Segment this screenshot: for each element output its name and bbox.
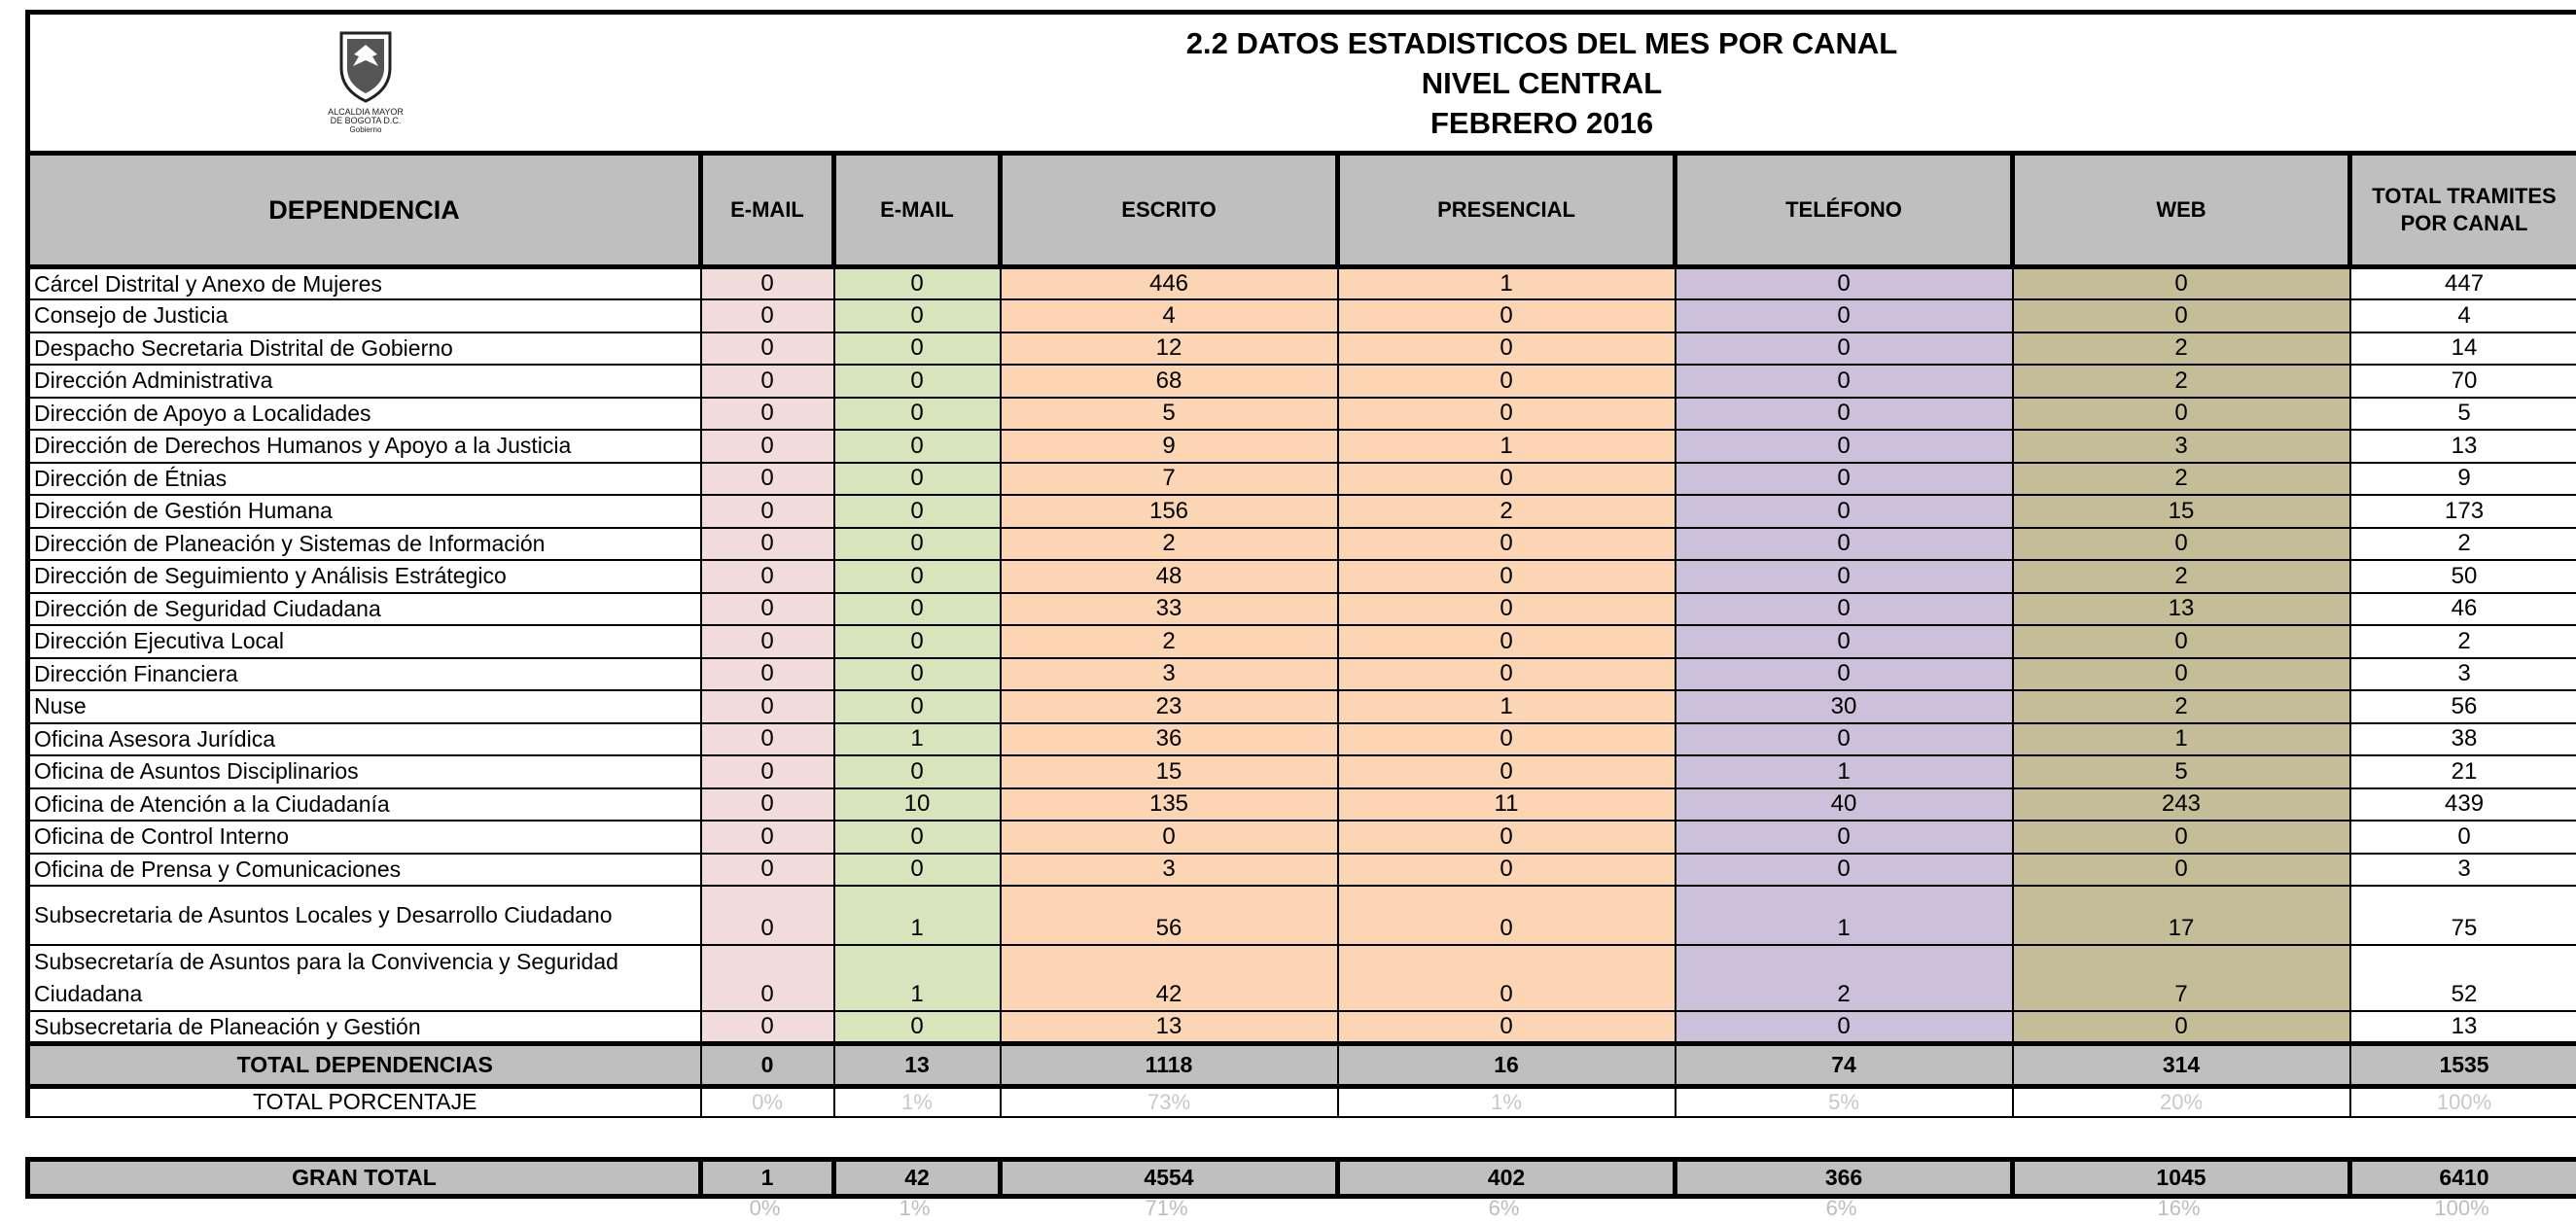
table-row [28, 690, 2576, 723]
cell-web: 0 [2013, 1011, 2350, 1044]
cell-telefono: 0 [1676, 1011, 2013, 1044]
gran-total-presencial: 402 [1338, 1160, 1676, 1197]
cell-email-2: 0 [834, 365, 1001, 398]
cell-telefono: 1 [1676, 755, 2013, 788]
title-cell [701, 13, 2576, 154]
cell-email-2: 0 [834, 528, 1001, 561]
cell-email-2: 0 [834, 854, 1001, 887]
cell-telefono: 0 [1676, 332, 2013, 366]
title-row [28, 13, 2576, 154]
cell-web: 5 [2013, 755, 2350, 788]
cell-web: 3 [2013, 430, 2350, 463]
cell-telefono: 0 [1676, 528, 2013, 561]
cell-escrito: 7 [1001, 463, 1338, 496]
cell-presencial: 0 [1338, 886, 1676, 945]
gran-total-percentage-table [25, 1194, 2576, 1223]
cell-email-1: 0 [701, 625, 834, 658]
cell-telefono: 0 [1676, 723, 2013, 756]
table-row [28, 755, 2576, 788]
col-header-web: WEB [2013, 154, 2350, 267]
cell-email-2: 0 [834, 755, 1001, 788]
cell-telefono: 0 [1676, 299, 2013, 332]
cell-email-2: 0 [834, 1011, 1001, 1044]
cell-email-2: 0 [834, 690, 1001, 723]
table-row [28, 593, 2576, 626]
cell-email-2: 1 [834, 945, 1001, 1011]
cell-telefono: 0 [1676, 593, 2013, 626]
total-dependencias-row [28, 1044, 2576, 1087]
table-row [28, 658, 2576, 691]
cell-web: 1 [2013, 723, 2350, 756]
cell-presencial: 0 [1338, 625, 1676, 658]
cell-escrito: 3 [1001, 658, 1338, 691]
gran-total-row [28, 1160, 2576, 1197]
total-porcentaje-row [28, 1087, 2576, 1117]
col-header-total: TOTAL TRAMITES POR CANAL [2350, 154, 2576, 267]
gran-percentage-email-2: 1% [899, 1196, 931, 1220]
cell-dependencia: Nuse [28, 690, 701, 723]
gran-total-label: GRAN TOTAL [28, 1160, 701, 1197]
cell-presencial: 0 [1338, 755, 1676, 788]
gran-percentage-blank [25, 1194, 698, 1223]
table-row [28, 365, 2576, 398]
cell-web: 2 [2013, 463, 2350, 496]
cell-presencial: 0 [1338, 593, 1676, 626]
cell-dependencia: Dirección de Gestión Humana [28, 495, 701, 528]
cell-escrito: 33 [1001, 593, 1338, 626]
table-row [28, 821, 2576, 854]
cell-presencial: 0 [1338, 299, 1676, 332]
col-header-email-1: E-MAIL [701, 154, 834, 267]
percentage-escrito: 73% [1001, 1087, 1338, 1117]
cell-escrito: 3 [1001, 854, 1338, 887]
cell-escrito: 56 [1001, 886, 1338, 945]
cell-email-2: 0 [834, 593, 1001, 626]
cell-email-2: 0 [834, 463, 1001, 496]
cell-email-1: 0 [701, 560, 834, 593]
percentage-total: 100% [2350, 1087, 2576, 1117]
table-row [28, 332, 2576, 366]
cell-escrito: 9 [1001, 430, 1338, 463]
cell-telefono: 0 [1676, 267, 2013, 300]
svg-text:ALCALDIA MAYOR: ALCALDIA MAYOR [327, 106, 404, 117]
cell-email-1: 0 [701, 886, 834, 945]
cell-total: 75 [2350, 886, 2576, 945]
cell-email-2: 1 [834, 723, 1001, 756]
cell-presencial: 0 [1338, 528, 1676, 561]
percentage-email-2: 1% [834, 1087, 1001, 1117]
cell-total: 3 [2350, 658, 2576, 691]
total-presencial: 16 [1338, 1044, 1676, 1087]
gran-total-web: 1045 [2013, 1160, 2350, 1197]
cell-web: 0 [2013, 528, 2350, 561]
cell-presencial: 0 [1338, 945, 1676, 1011]
table-row [28, 430, 2576, 463]
cell-web: 2 [2013, 560, 2350, 593]
cell-web: 17 [2013, 886, 2350, 945]
table-row [28, 1011, 2576, 1044]
total-label: TOTAL DEPENDENCIAS [28, 1044, 701, 1087]
cell-web: 2 [2013, 365, 2350, 398]
gran-total-telefono: 366 [1676, 1160, 2013, 1197]
cell-email-1: 0 [701, 854, 834, 887]
gran-percentage-presencial: 6% [1488, 1196, 1520, 1220]
cell-web: 243 [2013, 788, 2350, 822]
table-row [28, 495, 2576, 528]
cell-email-2: 0 [834, 299, 1001, 332]
cell-telefono: 0 [1676, 658, 2013, 691]
cell-presencial: 0 [1338, 1011, 1676, 1044]
svg-text:DE BOGOTA D.C.: DE BOGOTA D.C. [330, 115, 402, 125]
cell-dependencia: Dirección de Planeación y Sistemas de Información [28, 528, 701, 561]
cell-presencial: 0 [1338, 398, 1676, 431]
cell-dependencia: Dirección Financiera [28, 658, 701, 691]
cell-total: 13 [2350, 1011, 2576, 1044]
total-telefono: 74 [1676, 1044, 2013, 1087]
cell-total: 9 [2350, 463, 2576, 496]
cell-total: 2 [2350, 625, 2576, 658]
cell-total: 2 [2350, 528, 2576, 561]
total-escrito: 1118 [1001, 1044, 1338, 1087]
col-header-dependencia: DEPENDENCIA [28, 154, 701, 267]
cell-email-1: 0 [701, 723, 834, 756]
gran-total-table [25, 1157, 2576, 1199]
logo-cell [28, 13, 701, 154]
cell-telefono: 0 [1676, 560, 2013, 593]
cell-telefono: 1 [1676, 886, 2013, 945]
cell-escrito: 5 [1001, 398, 1338, 431]
cell-presencial: 0 [1338, 854, 1676, 887]
cell-total: 52 [2350, 945, 2576, 1011]
cell-email-1: 0 [701, 945, 834, 1011]
cell-email-2: 10 [834, 788, 1001, 822]
cell-total: 173 [2350, 495, 2576, 528]
cell-escrito: 4 [1001, 299, 1338, 332]
cell-escrito: 2 [1001, 625, 1338, 658]
cell-email-1: 0 [701, 593, 834, 626]
cell-telefono: 40 [1676, 788, 2013, 822]
cell-presencial: 0 [1338, 365, 1676, 398]
cell-email-1: 0 [701, 430, 834, 463]
cell-email-1: 0 [701, 528, 834, 561]
cell-presencial: 0 [1338, 821, 1676, 854]
table-row [28, 528, 2576, 561]
table-row [28, 299, 2576, 332]
cell-dependencia: Dirección de Seguimiento y Análisis Estrátegico [28, 560, 701, 593]
cell-total: 4 [2350, 299, 2576, 332]
cell-dependencia: Oficina Asesora Jurídica [28, 723, 701, 756]
total-email-1: 0 [701, 1044, 834, 1087]
column-header-row [28, 154, 2576, 267]
cell-telefono: 0 [1676, 625, 2013, 658]
cell-email-2: 0 [834, 560, 1001, 593]
cell-email-2: 0 [834, 625, 1001, 658]
cell-web: 0 [2013, 398, 2350, 431]
table-row [28, 886, 2576, 945]
cell-total: 56 [2350, 690, 2576, 723]
table-row [28, 267, 2576, 300]
statistics-table [25, 10, 2576, 1118]
cell-dependencia: Cárcel Distrital y Anexo de Mujeres [28, 267, 701, 300]
cell-dependencia: Subsecretaría de Asuntos para la Convivencia y Seguridad Ciudadana [28, 945, 701, 1011]
report-subtitle: NIVEL CENTRAL [1421, 65, 1663, 100]
cell-web: 13 [2013, 593, 2350, 626]
cell-web: 15 [2013, 495, 2350, 528]
cell-escrito: 156 [1001, 495, 1338, 528]
cell-email-2: 0 [834, 267, 1001, 300]
total-email-2: 13 [834, 1044, 1001, 1087]
cell-total: 439 [2350, 788, 2576, 822]
svg-text:Gobierno: Gobierno [349, 124, 382, 134]
bogota-coat-of-arms-logo [312, 27, 419, 134]
cell-telefono: 2 [1676, 945, 2013, 1011]
cell-escrito: 446 [1001, 267, 1338, 300]
cell-web: 0 [2013, 658, 2350, 691]
cell-telefono: 0 [1676, 365, 2013, 398]
report-title: 2.2 DATOS ESTADISTICOS DEL MES POR CANAL [1185, 25, 1898, 60]
table-row [28, 463, 2576, 496]
gran-total-email-1: 1 [701, 1160, 834, 1197]
cell-presencial: 1 [1338, 690, 1676, 723]
report-period: FEBRERO 2016 [1429, 105, 1654, 140]
cell-escrito: 2 [1001, 528, 1338, 561]
cell-email-1: 0 [701, 788, 834, 822]
cell-escrito: 13 [1001, 1011, 1338, 1044]
cell-dependencia: Oficina de Prensa y Comunicaciones [28, 854, 701, 887]
cell-email-2: 0 [834, 495, 1001, 528]
cell-email-2: 0 [834, 430, 1001, 463]
table-row [28, 945, 2576, 1011]
cell-total: 5 [2350, 398, 2576, 431]
cell-presencial: 0 [1338, 463, 1676, 496]
cell-presencial: 11 [1338, 788, 1676, 822]
col-header-telefono: TELÉFONO [1676, 154, 2013, 267]
cell-presencial: 0 [1338, 560, 1676, 593]
cell-web: 0 [2013, 854, 2350, 887]
cell-telefono: 0 [1676, 821, 2013, 854]
cell-email-1: 0 [701, 821, 834, 854]
table-row [28, 625, 2576, 658]
cell-email-2: 0 [834, 332, 1001, 366]
cell-escrito: 48 [1001, 560, 1338, 593]
cell-escrito: 135 [1001, 788, 1338, 822]
cell-email-2: 0 [834, 821, 1001, 854]
cell-dependencia: Consejo de Justicia [28, 299, 701, 332]
cell-dependencia: Subsecretaria de Planeación y Gestión [28, 1011, 701, 1044]
cell-presencial: 2 [1338, 495, 1676, 528]
cell-telefono: 0 [1676, 398, 2013, 431]
cell-web: 0 [2013, 267, 2350, 300]
cell-email-1: 0 [701, 398, 834, 431]
cell-web: 2 [2013, 690, 2350, 723]
cell-email-1: 0 [701, 332, 834, 366]
cell-dependencia: Oficina de Atención a la Ciudadanía [28, 788, 701, 822]
cell-web: 0 [2013, 625, 2350, 658]
cell-total: 14 [2350, 332, 2576, 366]
cell-telefono: 0 [1676, 854, 2013, 887]
cell-presencial: 1 [1338, 430, 1676, 463]
cell-escrito: 12 [1001, 332, 1338, 366]
cell-escrito: 15 [1001, 755, 1338, 788]
cell-total: 38 [2350, 723, 2576, 756]
cell-total: 21 [2350, 755, 2576, 788]
cell-email-1: 0 [701, 495, 834, 528]
percentage-email-1: 0% [701, 1087, 834, 1117]
percentage-telefono: 5% [1676, 1087, 2013, 1117]
cell-email-1: 0 [701, 658, 834, 691]
cell-total: 70 [2350, 365, 2576, 398]
cell-telefono: 0 [1676, 463, 2013, 496]
cell-dependencia: Oficina de Asuntos Disciplinarios [28, 755, 701, 788]
cell-telefono: 30 [1676, 690, 2013, 723]
cell-email-1: 0 [701, 299, 834, 332]
cell-dependencia: Despacho Secretaria Distrital de Gobierno [28, 332, 701, 366]
cell-dependencia: Dirección Administrativa [28, 365, 701, 398]
gran-total-percentage-row [25, 1194, 2576, 1223]
col-header-email-2: E-MAIL [834, 154, 1001, 267]
cell-web: 0 [2013, 821, 2350, 854]
cell-escrito: 68 [1001, 365, 1338, 398]
percentage-label: TOTAL PORCENTAJE [28, 1087, 701, 1117]
cell-total: 46 [2350, 593, 2576, 626]
cell-escrito: 36 [1001, 723, 1338, 756]
cell-email-2: 0 [834, 658, 1001, 691]
cell-presencial: 1 [1338, 267, 1676, 300]
gran-percentage-total: 100% [2434, 1196, 2489, 1220]
col-header-presencial: PRESENCIAL [1338, 154, 1676, 267]
table-row [28, 398, 2576, 431]
cell-dependencia: Dirección de Derechos Humanos y Apoyo a la Justicia [28, 430, 701, 463]
gran-percentage-email-1: 0% [749, 1196, 781, 1220]
table-row [28, 560, 2576, 593]
cell-email-2: 0 [834, 398, 1001, 431]
gran-total-total: 6410 [2350, 1160, 2576, 1197]
cell-dependencia: Dirección Ejecutiva Local [28, 625, 701, 658]
cell-web: 7 [2013, 945, 2350, 1011]
cell-web: 0 [2013, 299, 2350, 332]
cell-total: 13 [2350, 430, 2576, 463]
cell-email-1: 0 [701, 267, 834, 300]
cell-presencial: 0 [1338, 658, 1676, 691]
cell-email-1: 0 [701, 463, 834, 496]
cell-email-2: 1 [834, 886, 1001, 945]
cell-presencial: 0 [1338, 332, 1676, 366]
cell-telefono: 0 [1676, 495, 2013, 528]
cell-email-1: 0 [701, 365, 834, 398]
gran-percentage-telefono: 6% [1825, 1196, 1857, 1220]
cell-escrito: 0 [1001, 821, 1338, 854]
gran-percentage-escrito: 71% [1145, 1196, 1188, 1220]
cell-presencial: 0 [1338, 723, 1676, 756]
cell-total: 50 [2350, 560, 2576, 593]
cell-email-1: 0 [701, 1011, 834, 1044]
cell-web: 2 [2013, 332, 2350, 366]
table-row [28, 723, 2576, 756]
cell-total: 0 [2350, 821, 2576, 854]
cell-email-1: 0 [701, 690, 834, 723]
percentage-presencial: 1% [1338, 1087, 1676, 1117]
total-total: 1535 [2350, 1044, 2576, 1087]
cell-escrito: 23 [1001, 690, 1338, 723]
col-header-escrito: ESCRITO [1001, 154, 1338, 267]
cell-dependencia: Subsecretaria de Asuntos Locales y Desarrollo Ciudadano [28, 886, 701, 945]
cell-telefono: 0 [1676, 430, 2013, 463]
gran-total-email-2: 42 [834, 1160, 1001, 1197]
cell-dependencia: Dirección de Étnias [28, 463, 701, 496]
gran-total-escrito: 4554 [1001, 1160, 1338, 1197]
table-row [28, 854, 2576, 887]
cell-email-1: 0 [701, 755, 834, 788]
cell-total: 447 [2350, 267, 2576, 300]
cell-total: 3 [2350, 854, 2576, 887]
gran-percentage-web: 16% [2157, 1196, 2201, 1220]
cell-dependencia: Dirección de Seguridad Ciudadana [28, 593, 701, 626]
cell-dependencia: Oficina de Control Interno [28, 821, 701, 854]
total-web: 314 [2013, 1044, 2350, 1087]
table-row [28, 788, 2576, 822]
percentage-web: 20% [2013, 1087, 2350, 1117]
cell-escrito: 42 [1001, 945, 1338, 1011]
cell-dependencia: Dirección de Apoyo a Localidades [28, 398, 701, 431]
